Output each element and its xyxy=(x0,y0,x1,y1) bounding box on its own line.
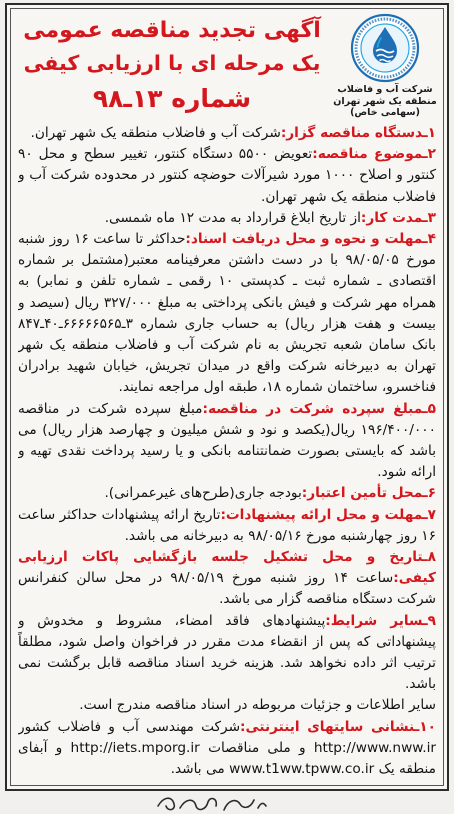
item-label: ۱ـدستگاه مناقصه گزار: xyxy=(280,125,436,141)
item-text: ساعت ۱۴ روز شنبه مورخ ۹۸/۰۵/۱۹ در محل سالن کنفرانس شرکت دستگاه مناقصه گزار می باشد. xyxy=(18,570,436,608)
item-label: ۱۰ـنشانی سایتهای اینترنتی: xyxy=(240,718,436,735)
item-5 xyxy=(18,399,436,484)
notice-header xyxy=(11,9,443,121)
item-label: ۳ـمدت کار: xyxy=(360,209,436,226)
notice-title: آگهی تجدید مناقصه عمومی xyxy=(23,17,321,43)
item-1 xyxy=(18,123,436,144)
company-type: (سهامی خاص) xyxy=(350,107,420,118)
item-6 xyxy=(18,483,436,504)
item-text: پیشنهادهای فاقد امضاء، مشروط و مخدوش و پیشنهاداتی که پس از انقضاء مدت مقرر در فراخوان واصل شود، مطلقاً ترتیب اثر داده نخواهد شد. هزینه خرید اسناد مناقصه قابل برگشت نمی باشد. xyxy=(18,612,436,693)
item-9-note: سایر اطلاعات و جزئیات مربوطه در اسناد مناقصه مندرج است. xyxy=(79,697,436,714)
item-8 xyxy=(18,547,436,611)
notice-subtitle: یک مرحله ای با ارزیابی کیفی xyxy=(23,51,321,76)
item-text: تاریخ ارائه پیشنهادات حداکثر ساعت ۱۶ روز چهارشنبه مورخ ۹۸/۰۵/۱۶ به دبیرخانه می باشد. xyxy=(18,506,436,544)
tender-notice xyxy=(5,3,449,791)
company-name: شرکت آب و فاضلاب xyxy=(337,84,433,95)
item-text: شرکت مهندسی آب و فاضلاب کشور http://www.nww.ir و ملی مناقصات http://iets.mporg.ir و آبفای منطقه یک www.t1ww.tpww.co.ir می باشد. xyxy=(18,718,436,778)
water-drop-emblem-icon xyxy=(349,12,421,84)
company-region: منطقه یک شهر تهران xyxy=(333,95,437,107)
item-10 xyxy=(18,717,436,780)
notice-number: شماره ۱۳ـ۹۸ xyxy=(92,84,252,114)
item-text: شرکت آب و فاضلاب منطقه یک شهر تهران. xyxy=(30,125,281,141)
item-label: ۲ـموضوع مناقصه: xyxy=(312,146,436,163)
company-logo-block xyxy=(331,12,439,120)
item-7 xyxy=(18,505,436,547)
item-label: ۴ـمهلت و نحوه و محل دریافت اسناد: xyxy=(185,231,436,248)
item-4 xyxy=(18,229,436,399)
notice-title-block xyxy=(19,13,325,119)
notice-inner-frame xyxy=(10,8,444,786)
item-label: ۸ـتاریخ و محل تشکیل جلسه بازگشایی پاکات ارزیابی کیفی: xyxy=(18,549,436,587)
item-9 xyxy=(18,611,436,696)
item-2 xyxy=(18,144,436,208)
item-text: مبلغ سپرده شرکت در مناقصه ۱۹۶/۴۰۰/۰۰۰ ریال(یکصد و نود و شش میلیون و چهارصد هزار ریال) می باشد که بایستی بصورت ضمانتنامه بانکی و یا رسید پرداخت نقدی تهیه و ارائه شود. xyxy=(18,400,436,481)
notice-body xyxy=(18,123,436,780)
item-text: تعویض ۵۵۰۰ دستگاه کنتور، تغییر سطح و محل ۹۰ کنتور و اصلاح ۱۰۰۰ مورد شیرآلات حوضچه کنتور در محدوده شرکت آب و فاضلاب منطقه یک شهر تهران. xyxy=(18,146,436,205)
item-text: حداکثر تا ساعت ۱۶ روز شنبه مورخ ۹۸/۰۵/۰۵ با در دست داشتن معرفینامه معتبر(مشتمل بر شماره اقتصادی ـ شماره ثبت ـ کدپستی ۱۰ رقمی ـ شماره تلفن و نمابر) به همراه مهر شرکت و فیش بانکی پرداختی به مبلغ ۳۲۷/۰۰۰ ریال (سیصد و بیست و هفت هزار ریال) به حساب جاری شماره ۳ـ۶۶۶۶۶۵۶۵ـ۴۰ـ۸۴۷ بانک سامان شعبه تجریش به نام شرکت آب و فاضلاب منطقه یک شهر تهران به دبیرخانه شرکت واقع در میدان تجریش، خیابان شهید برادران فناخسرو، ساختمان شماره ۱۸، طبقه اول مراجعه نمایند. xyxy=(18,231,436,396)
item-label: ۶ـمحل تأمین اعتبار: xyxy=(301,485,436,502)
item-label: ۹ـسایر شرایط: xyxy=(325,612,436,629)
item-text: از تاریخ ابلاغ قرارداد به مدت ۱۲ ماه شمسی. xyxy=(104,209,361,226)
item-text: بودجه جاری(طرح‌های غیرعمرانی). xyxy=(104,485,302,502)
item-label: ۷ـمهلت و محل ارائه پیشنهادات: xyxy=(220,506,436,523)
item-label: ۵ـمبلغ سپرده شرکت در مناقصه: xyxy=(202,400,436,417)
item-3 xyxy=(18,208,436,229)
handwritten-signature xyxy=(150,790,270,814)
